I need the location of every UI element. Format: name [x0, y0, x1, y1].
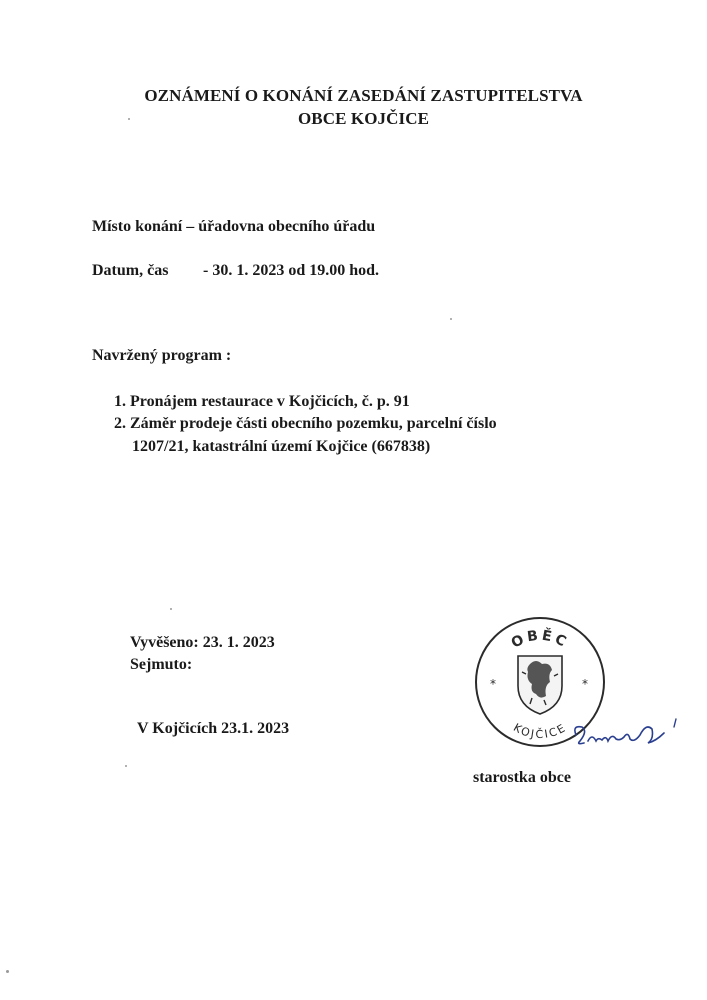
posted-date: Vyvěšeno: 23. 1. 2023: [130, 634, 275, 651]
program-item-2-continuation: 1207/21, katastrální území Kojčice (667838): [132, 438, 431, 455]
svg-text:OBĚC: OBĚC: [508, 627, 572, 652]
scan-speck: [6, 970, 9, 973]
svg-text:KOJČICE: KOJČICE: [511, 720, 569, 742]
scan-speck: [170, 608, 172, 610]
removed-date: Sejmuto:: [130, 656, 193, 673]
document-title-line2: OBCE KOJČICE: [297, 109, 430, 128]
program-item-2: 2. Záměr prodeje části obecního pozemku, parcelní číslo: [114, 415, 497, 432]
svg-text:*: *: [582, 677, 588, 691]
meeting-date-value: - 30. 1. 2023 od 19.00 hod.: [203, 262, 380, 279]
program-item-1: 1. Pronájem restaurace v Kojčicích, č. p. 91: [114, 393, 410, 410]
scan-speck: [450, 318, 452, 320]
coat-of-arms-icon: [518, 656, 562, 714]
scan-speck: [125, 765, 127, 767]
document-title-line1: OZNÁMENÍ O KONÁNÍ ZASEDÁNÍ ZASTUPITELSTVA: [144, 86, 583, 105]
place-and-date: V Kojčicích 23.1. 2023: [137, 720, 290, 737]
meeting-place: Místo konání – úřadovna obecního úřadu: [92, 218, 376, 235]
signature-icon: [568, 715, 688, 755]
svg-text:*: *: [490, 677, 496, 691]
meeting-date-label: Datum, čas: [92, 262, 169, 279]
signatory-title: starostka obce: [473, 769, 571, 786]
program-heading: Navržený program :: [92, 347, 232, 364]
scan-speck: [128, 118, 130, 120]
